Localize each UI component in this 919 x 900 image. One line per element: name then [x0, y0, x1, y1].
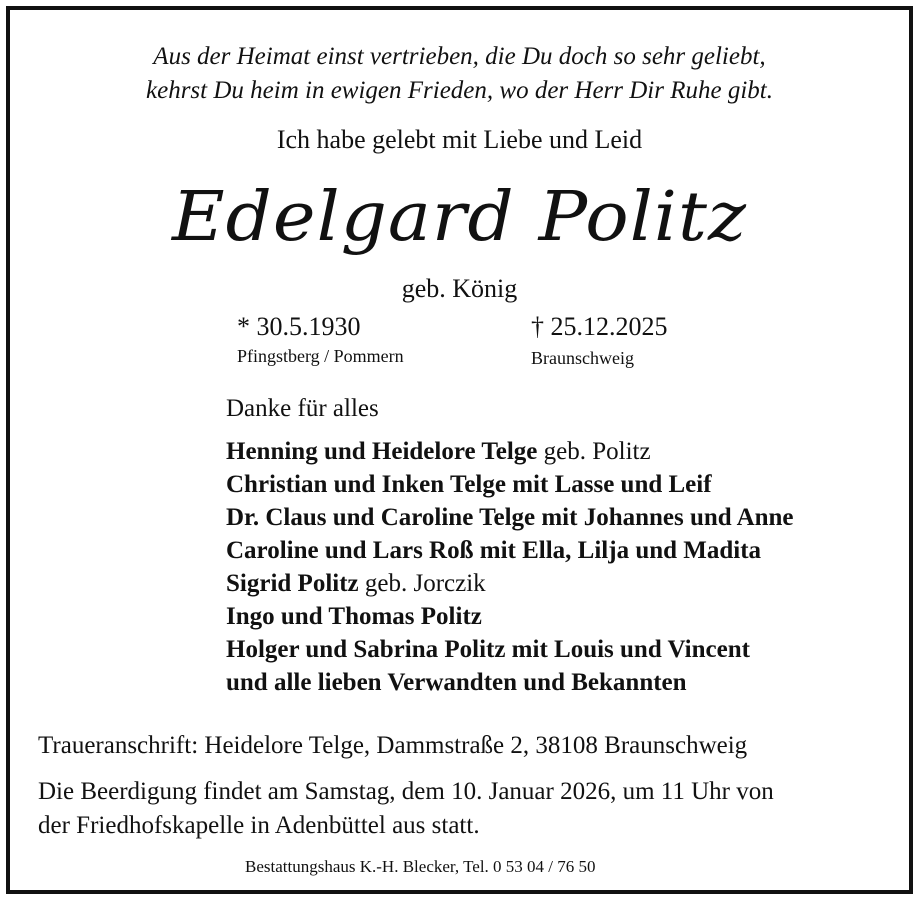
- family-line: Christian und Inken Telge mit Lasse und Leif: [226, 471, 712, 498]
- thanks-line: Danke für alles: [226, 395, 379, 422]
- undertaker-line: Bestattungshaus K.-H. Blecker, Tel. 0 53 04 / 76 50: [245, 857, 596, 876]
- death-date: † 25.12.2025: [531, 312, 668, 341]
- family-line: Caroline und Lars Roß mit Ella, Lilja und Madita: [226, 537, 762, 564]
- mourning-address: Traueranschrift: Heidelore Telge, Dammstraße 2, 38108 Braunschweig: [38, 732, 748, 759]
- quote: Ich habe gelebt mit Liebe und Leid: [276, 125, 643, 154]
- funeral-line-2: der Friedhofskapelle in Adenbüttel aus statt.: [38, 812, 480, 839]
- deceased-name: Edelgard Politz: [171, 178, 748, 257]
- motto-line-1: Aus der Heimat einst vertrieben, die Du doch so sehr geliebt,: [153, 43, 766, 70]
- family-line: Holger und Sabrina Politz mit Louis und Vincent: [226, 636, 750, 663]
- maiden-name: geb. König: [401, 274, 518, 303]
- motto-line-2: kehrst Du heim in ewigen Frieden, wo der Herr Dir Ruhe gibt.: [146, 77, 773, 104]
- funeral-line-1: Die Beerdigung findet am Samstag, dem 10. Januar 2026, um 11 Uhr von: [38, 778, 774, 805]
- family-line: Dr. Claus und Caroline Telge mit Johannes und Anne: [226, 504, 794, 531]
- family-line: Sigrid Politz geb. Jorczik: [226, 570, 486, 597]
- family-line: Ingo und Thomas Politz: [226, 603, 482, 630]
- birth-date: * 30.5.1930: [237, 312, 361, 341]
- family-line: und alle lieben Verwandten und Bekannten: [226, 669, 687, 696]
- birth-place: Pfingstberg / Pommern: [237, 346, 404, 366]
- family-line: Henning und Heidelore Telge geb. Politz: [226, 438, 651, 465]
- death-place: Braunschweig: [531, 348, 634, 368]
